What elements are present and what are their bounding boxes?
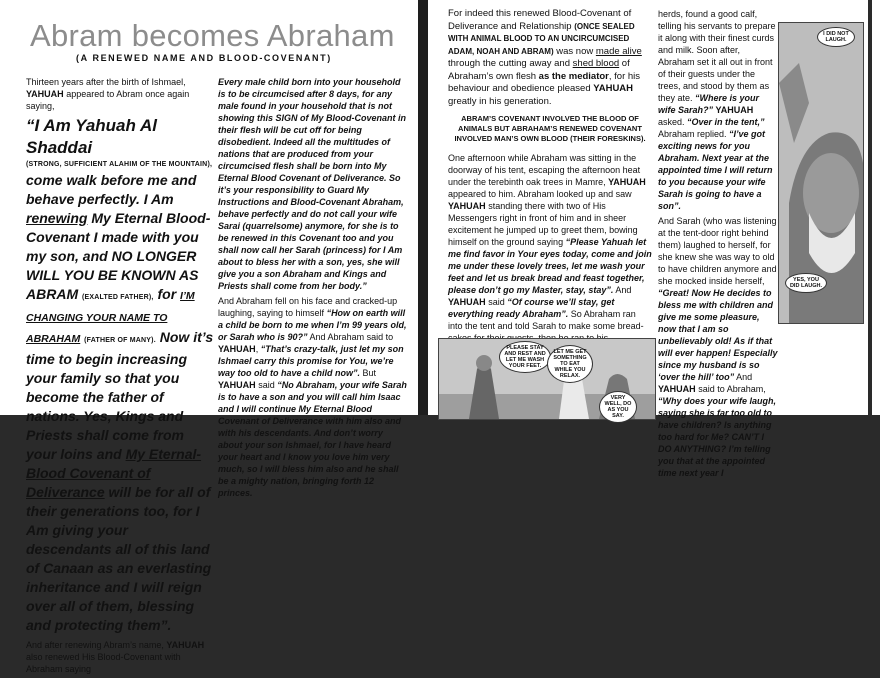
visit-text: And (613, 285, 632, 295)
feast-text: herds, found a good calf, telling his servants to prepare it along with their finest curds and milk. Soon after, Abraham set it all out in front of their guests under the trees, and stood by them as they ate. (658, 9, 776, 103)
covenant-text: , for his behaviour and obedience pleased (448, 70, 641, 94)
laugh-name: YAHUAH (218, 344, 256, 354)
left-column-2 (218, 76, 408, 502)
laugh-text: But (360, 368, 377, 378)
quote-gloss-2: (EXALTED FATHER), (82, 294, 154, 301)
next-page-edge (872, 0, 880, 415)
quote-part: will be for all of their generations too, for I Am giving your descendants all of this land of Canaan as an everlasting inheritance and I will reign over all of them, blessing and protecting them”. (26, 484, 212, 633)
renewal-paragraph (26, 639, 216, 675)
speech-bubble: PLEASE STAY AND REST AND LET ME WASH YOUR FEET. (499, 341, 551, 373)
covenant-note: ABRAM’S COVENANT INVOLVED THE BLOOD OF ANIMALS BUT ABRAHAM’S RENEWED COVENANT INVOLVED MAN’S OWN BLOOD (THEIR FORESKINS). (454, 114, 646, 143)
quote-underlined: renewing (26, 210, 88, 226)
visit-text: standing there with two of His Messengers right in front of him and in sheer excitement he jumped up to greet them, bowing himself on the ground saying (448, 201, 638, 247)
visit-text: One afternoon while Abraham was sitting in the doorway of his tent, escaping the afternoon heat under the terebinth oak trees in Mamre, (448, 153, 641, 187)
covenant-underlined: made alive (595, 45, 642, 57)
laugh-text: And Abraham fell on his face and cracked-up laughing, saying to himself (218, 296, 398, 318)
visit-text: So Abraham ran into the tent and told Sarah to make some bread- (448, 309, 644, 331)
sarah-text: And (734, 372, 753, 382)
covenant-text: through the cutting away and (448, 58, 573, 69)
quote-part: Now it’s time to begin increasing your family so that you become the father of nations. Yes, Kings and Priests shall come from your loins and (26, 329, 214, 462)
visit-name: YAHUAH (448, 201, 486, 211)
laugh-quote: “No Abraham, your wife Sarah is to have a son and you will call him Isaac and I will continue My Eternal Blood Covenant of Deliverance with him also and with his descendants. And don’t worry about your son Ishmael, for I have heard your heart and I know you love him very much, so I will bless him also and he shall be a mighty nation, bringing forth 12 princes. (218, 380, 407, 498)
feast-text: asked. (658, 117, 688, 127)
laugh-paragraph (218, 295, 408, 499)
visit-paragraph (448, 152, 652, 344)
covenant-caps: (ONCE SEALED WITH ANIMAL BLOOD TO AN UNCIRCUMCISED ADAM, NOAH AND ABRAM) (448, 21, 635, 56)
quote-part: My Eternal Blood-Covenant I made with you my son, and NO LONGER WILL YOU BE KNOWN AS ABRAM (26, 210, 211, 302)
page-title: Abram becomes Abraham (30, 18, 395, 53)
quote-heading: “I Am Yahuah Al Shaddai (26, 116, 157, 157)
laugh-text: , (255, 344, 261, 354)
renewal-rest: also renewed His Blood-Covenant with Abraham saying (26, 652, 181, 674)
circumcision-quote: Every male child born into your household is to be circumcised after 8 days, for any male found in your household that is not showing this SIGN of My Blood-Covenant in their flesh will be cut off for being disobedient. Indeed all the multitudes of nations that are produced from your circumcised flesh shall be born into My Eternal Blood Covenant of Deliverance. So it’s your responsibility to Guard My Instructions and Blood-Covenant Abraham, behave perfectly and do not call your wife Sarai (quarrelsome) anymore, for she is to be renewed in this Covenant too and you shall now call her Sarah (princess) for I Am about to bless her with a son, yes, she will give you a son Abraham and Kings and Priests shall come from her body.” (218, 77, 406, 291)
sarah-text: said to Abraham, (695, 384, 766, 394)
visit-quote: “Please Yahuah let me find favor in Your eyes today, come and join me under these lovely trees, let me wash your feet and let us break bread and feast together, please don’t go my Master, stay, stay”. (448, 237, 652, 295)
intro-text: Thirteen years after the birth of Ishmael, (26, 77, 186, 87)
quote-part: for (153, 286, 181, 302)
left-column-1 (26, 76, 216, 678)
sarah-quote: “Why does your wife laugh, saying she is far too old to have children? Is anything too hard for Me? CAN’T I DO ANYTHING? I’m telling you that at the appointed time next year I (658, 396, 777, 478)
laugh-text: And Abraham said to (307, 332, 394, 342)
speech-bubble: LET ME GET SOMETHING TO EAT WHILE YOU RELAX. (547, 345, 593, 383)
quote-part: come walk before me and behave perfectly. I Am (26, 172, 197, 207)
feast-text: Abraham replied. (658, 129, 730, 139)
right-page (428, 0, 868, 478)
visit-name: YAHUAH (608, 177, 646, 187)
quote-underlined: I’M CHANGING YOUR NAME TO ABRAHAM (26, 290, 195, 345)
visit-quote: “Of course we’ll stay, get everything ready Abraham”. (448, 297, 615, 319)
laugh-name: YAHUAH (218, 380, 256, 390)
feast-quote: “I’ve got exciting news for you Abraham. Next year at the appointed time I will return to you because your wife Sarah is going to have a son”. (658, 129, 773, 211)
intro-paragraph (26, 76, 216, 112)
speech-bubble: YES, YOU DID LAUGH. (785, 273, 827, 293)
covenant-underlined: shed blood (572, 58, 620, 69)
feast-name: YAHUAH (715, 105, 754, 115)
covenant-name: YAHUAH (593, 83, 634, 94)
laugh-quote: “That’s crazy-talk, just let my son Ishmael carry this promise for You, we’re way too old to have a child now”. (218, 344, 404, 378)
quote-gloss: (STRONG, SUFFICIENT ALAHIM OF THE MOUNTAIN), (26, 161, 213, 168)
comic-illustration-old-man (778, 22, 864, 324)
left-page (0, 0, 418, 674)
intro-name: YAHUAH (26, 89, 64, 99)
feast-quote: “Over in the tent,” (687, 117, 765, 127)
feast-quote: “Where is your wife Sarah?” (658, 93, 760, 115)
comic-illustration-feast (438, 338, 656, 420)
right-column-1 (448, 8, 652, 347)
page-subtitle: (A RENEWED NAME AND BLOOD-COVENANT) (76, 53, 332, 63)
visit-name: YAHUAH (448, 297, 486, 307)
covenant-text: of Abraham’s own flesh (448, 58, 630, 82)
covenant-text: was now (553, 45, 596, 57)
sarah-paragraph (658, 215, 778, 479)
laugh-quote: “How on earth will a child be born to me when I’m 99 years old, or Sarah who is 90?” (218, 308, 407, 342)
visit-text: appeared to him. Abraham looked up and saw (448, 189, 632, 199)
sarah-text: And Sarah (who was listening at the tent-door right behind them) laughed to herself, for she knew she was way to old to have children anymore and she mocked inside herself, (658, 216, 777, 286)
speech-bubble: I DID NOT LAUGH. (817, 27, 855, 47)
renewal-text: And after renewing Abram’s name, (26, 640, 167, 650)
covenant-quote (26, 171, 216, 635)
intro-rest: appeared to Abram once again saying, (26, 89, 190, 111)
visit-text: said (485, 297, 508, 307)
speech-bubble: VERY WELL, DO AS YOU SAY. (599, 391, 637, 423)
page-gutter (418, 0, 428, 415)
quote-gloss-3: (FATHER OF MANY). (84, 337, 156, 344)
covenant-bold: as the mediator (538, 70, 609, 82)
right-column-2 (658, 8, 778, 482)
feast-paragraph (658, 8, 778, 212)
sarah-quote: “Great! Now He decides to bless me with children and give me some pleasure, now that I am so unbelievably old! As if that will ever happen! Especially since my husband is so ‘over the hill’ too” (658, 288, 778, 382)
renewal-name: YAHUAH (166, 640, 205, 650)
laugh-text: said (255, 380, 278, 390)
covenant-text: For indeed this renewed Blood-Covenant of Deliverance and Relationship (448, 8, 632, 32)
covenant-text: greatly in his generation. (448, 95, 552, 107)
quote-underlined: My Eternal-Blood Covenant of Deliverance (26, 446, 202, 500)
covenant-paragraph (448, 8, 652, 108)
sarah-name: YAHUAH (658, 384, 696, 394)
